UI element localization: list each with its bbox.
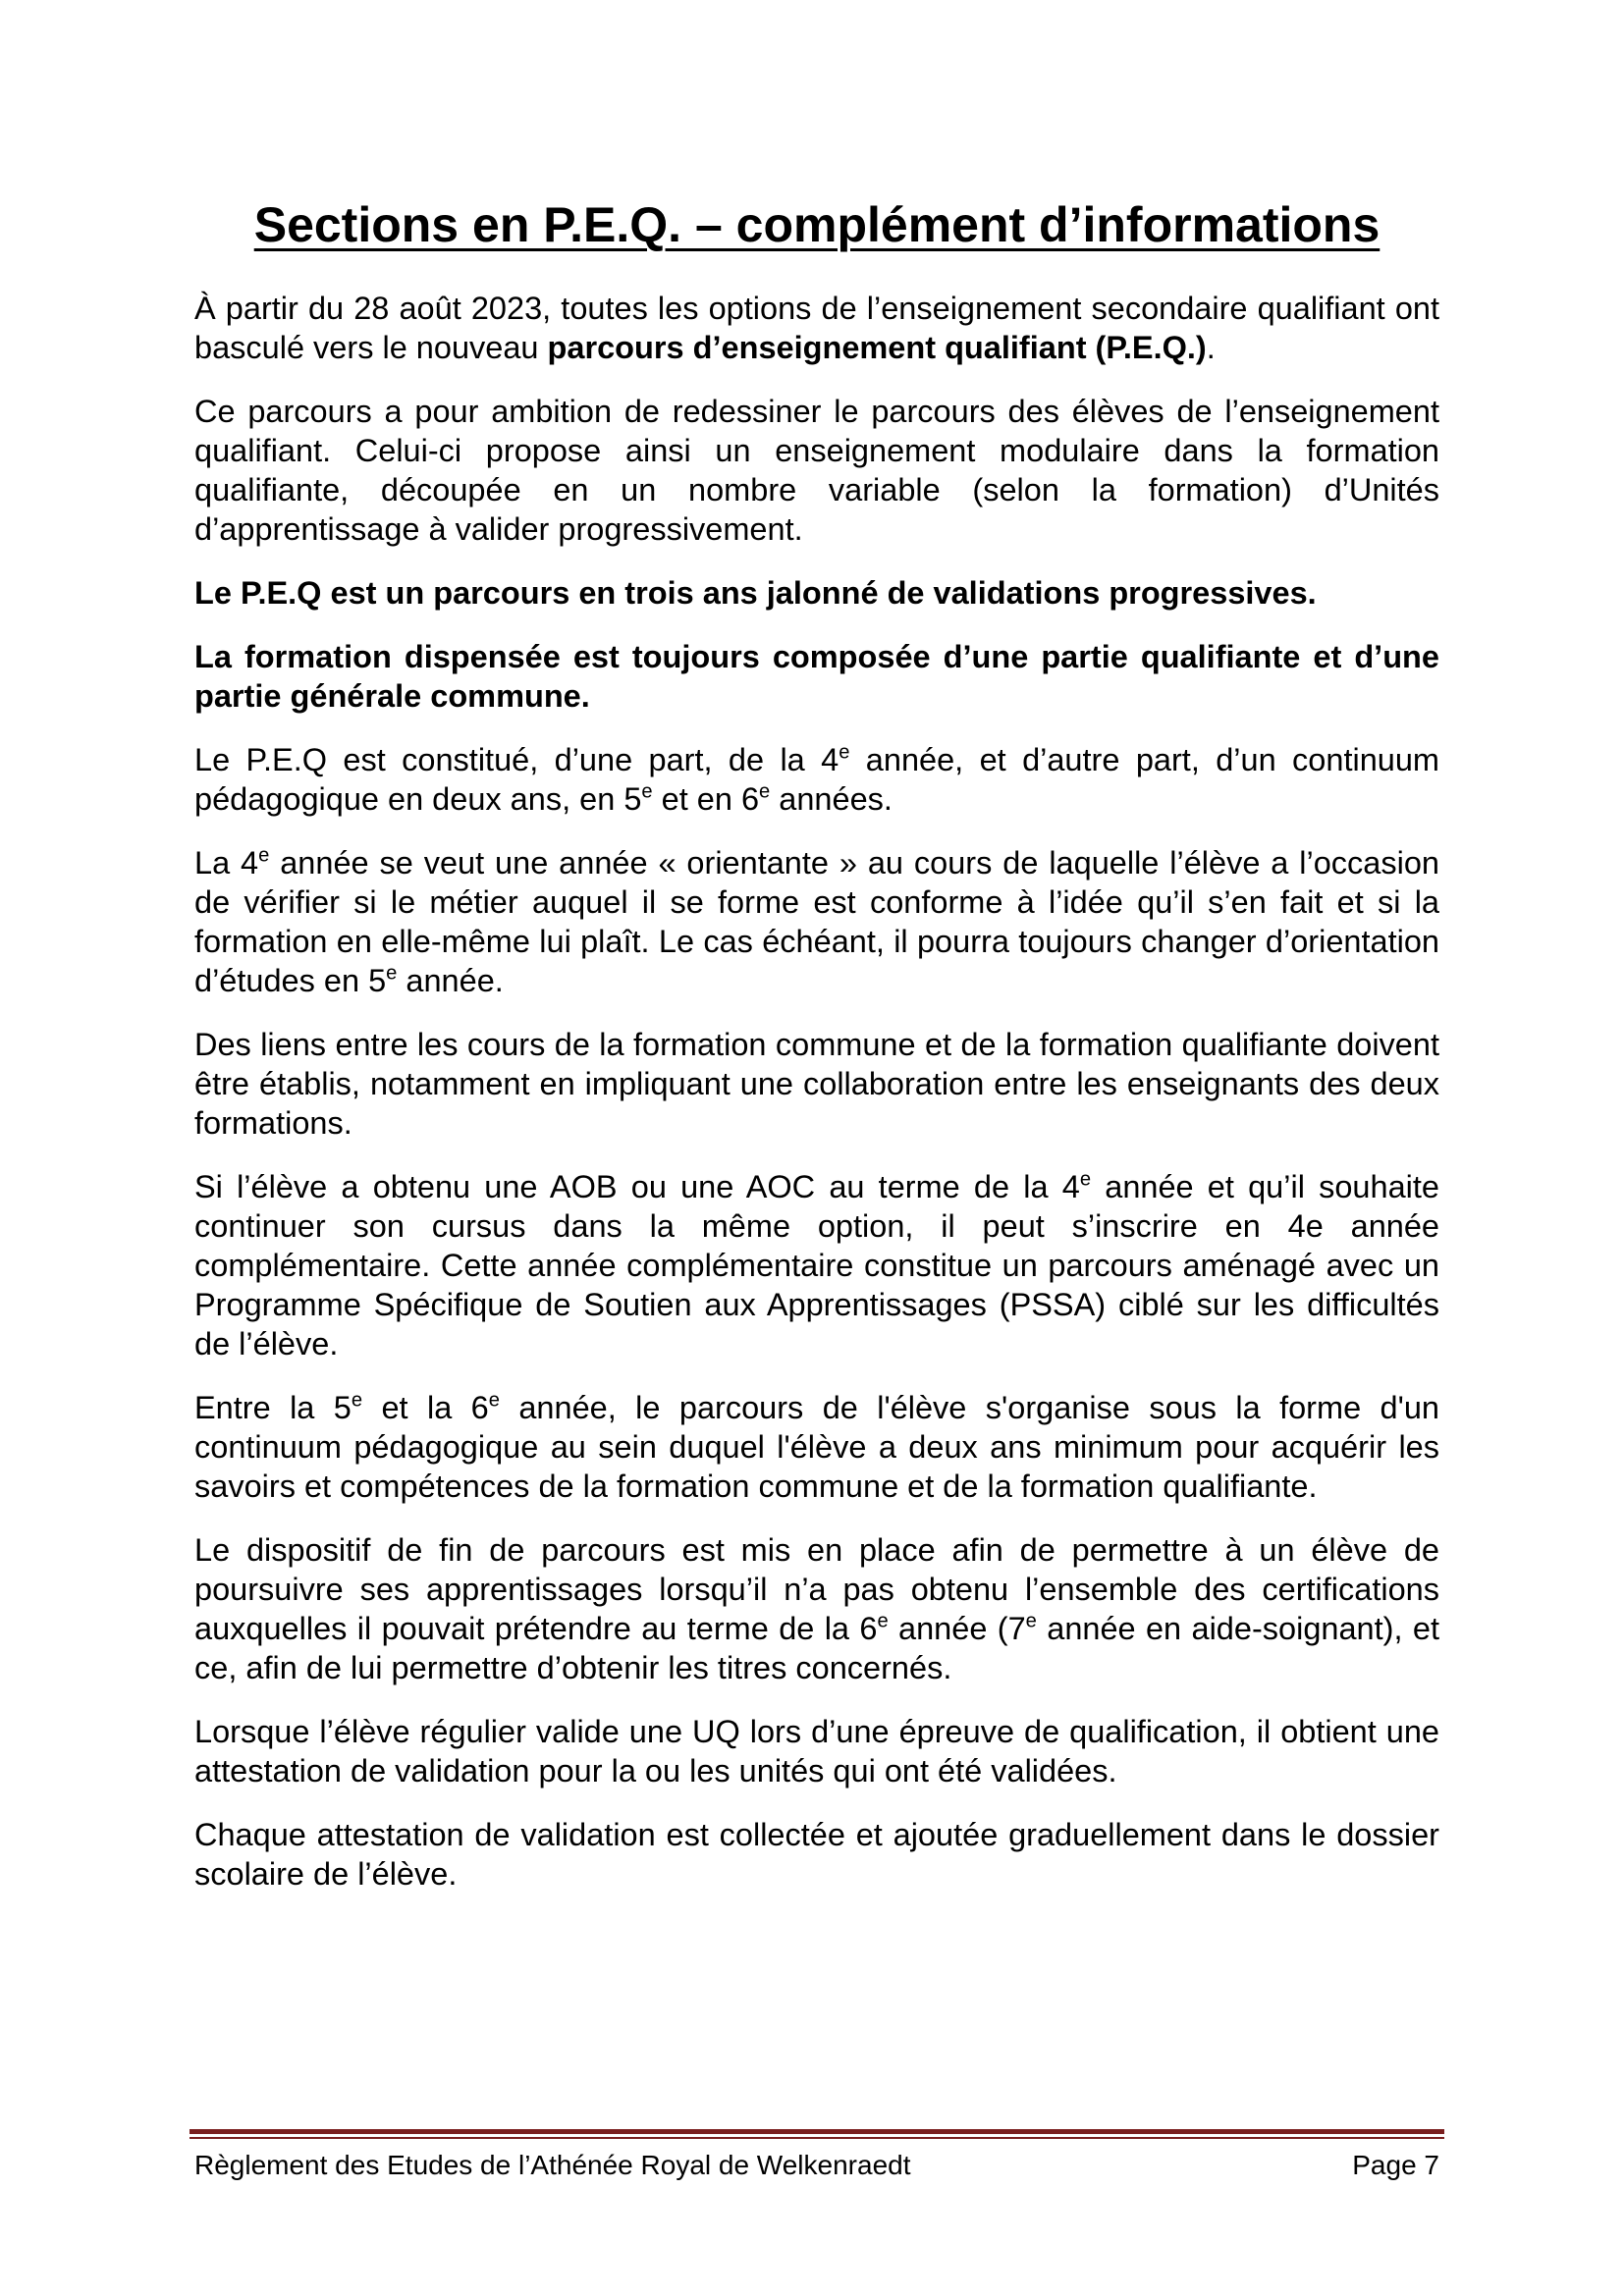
superscript: e — [1025, 1610, 1037, 1632]
superscript: e — [258, 844, 270, 867]
superscript: e — [386, 962, 398, 985]
paragraph-fin-de-parcours — [194, 1530, 1439, 1687]
footer-divider-thick — [189, 2129, 1444, 2134]
text-span: et en 6 — [652, 781, 760, 817]
paragraph-continuum — [194, 1388, 1439, 1506]
text-span: La 4 — [194, 845, 259, 881]
footer-document-title: Règlement des Etudes de l’Athénée Royal de Welkenraedt — [194, 2150, 911, 2180]
superscript: e — [351, 1389, 363, 1412]
text-span: Le P.E.Q est constitué, d’une part, de la 4 — [194, 742, 839, 777]
superscript: e — [1079, 1168, 1092, 1191]
paragraph-liens: Des liens entre les cours de la formation commune et de la formation qualifiante doivent être établis, notamment en impliquant une collaboration entre les enseignants des deux formations. — [194, 1027, 1439, 1141]
paragraph-attestation: Lorsque l’élève régulier valide une UQ lors d’une épreuve de qualification, il obtient une attestation de validation pour la ou les unités qui ont été validées. — [194, 1714, 1439, 1789]
superscript: e — [641, 780, 653, 803]
bold-text: Le P.E.Q est un parcours en trois ans jalonné de validations progressives. — [194, 575, 1317, 611]
superscript: e — [877, 1610, 889, 1632]
paragraph-aob-aoc — [194, 1167, 1439, 1363]
paragraph-dossier: Chaque attestation de validation est collectée et ajoutée graduellement dans le dossier scolaire de l’élève. — [194, 1817, 1439, 1892]
text-span: Entre la 5 — [194, 1390, 352, 1425]
document-body — [194, 289, 1439, 1918]
paragraph-ambition: Ce parcours a pour ambition de redessiner le parcours des élèves de l’enseignement qualifiant. Celui-ci propose ainsi un enseignement modulaire dans la formation qualifiante, découpée en un nombre variable (selon la formation) d’Unités d’apprentissage à valider progressivement. — [194, 394, 1439, 547]
bold-text: La formation dispensée est toujours composée d’une partie qualifiante et d’une partie générale commune. — [194, 639, 1439, 714]
text-span: et la 6 — [362, 1390, 489, 1425]
superscript: e — [759, 780, 771, 803]
paragraph-orientante — [194, 843, 1439, 1000]
text-span: Le dispositif de fin de parcours est mis en place afin de permettre à un élève de poursuivre ses apprentissages lorsqu’il n’a pas obtenu l’ensemble des certifications auxquelles il pouvait prétendre au terme de la 6 — [194, 1532, 1439, 1646]
text-span: année. — [397, 963, 504, 998]
paragraph-three-years — [194, 573, 1439, 613]
text-span: année, et d’autre part, d’un continuum pédagogique en deux ans, en 5 — [194, 742, 1439, 817]
text-span: année et qu’il souhaite continuer son cursus dans la même option, il peut s’inscrire en 4e année complémentaire. Cette année complémentaire constitue un parcours aménagé avec un Programme Spécifique de Soutien aux Apprentissages (PSSA) ciblé sur les difficultés de l’élève. — [194, 1169, 1439, 1362]
footer-divider-thin — [189, 2137, 1444, 2139]
text-span: années. — [770, 781, 893, 817]
text-span: année en aide-soignant), et ce, afin de lui permettre d’obtenir les titres concernés. — [194, 1611, 1439, 1685]
superscript: e — [488, 1389, 500, 1412]
paragraph-formation — [194, 637, 1439, 716]
text-span: Si l’élève a obtenu une AOB ou une AOC au terme de la 4 — [194, 1169, 1080, 1204]
text-span: année se veut une année « orientante » au cours de laquelle l’élève a l’occasion de vérifier si le métier auquel il se forme est conforme à l’idée qu’il s’en fait et si la formation en elle-même lui plaît. Le cas échéant, il pourra toujours changer d’orientation d’études en 5 — [194, 845, 1439, 998]
superscript: e — [839, 741, 850, 764]
page-title: Sections en P.E.Q. – complément d’informations — [253, 197, 1380, 252]
footer-page-number: Page 7 — [1352, 2150, 1439, 2180]
text-span: À partir du 28 août 2023, toutes les options de l’enseignement secondaire qualifiant ont basculé vers le nouveau — [194, 291, 1439, 365]
text-span: année (7 — [888, 1611, 1026, 1646]
paragraph-constitution — [194, 740, 1439, 819]
paragraph-intro — [194, 289, 1439, 367]
text-span: . — [1206, 330, 1216, 365]
bold-text: parcours d’enseignement qualifiant (P.E.Q.) — [547, 330, 1207, 365]
text-span: année, le parcours de l'élève s'organise sous la forme d'un continuum pédagogique au sein duquel l'élève a deux ans minimum pour acquérir les savoirs et compétences de la formation commune et de la formation qualifiante. — [194, 1390, 1439, 1504]
